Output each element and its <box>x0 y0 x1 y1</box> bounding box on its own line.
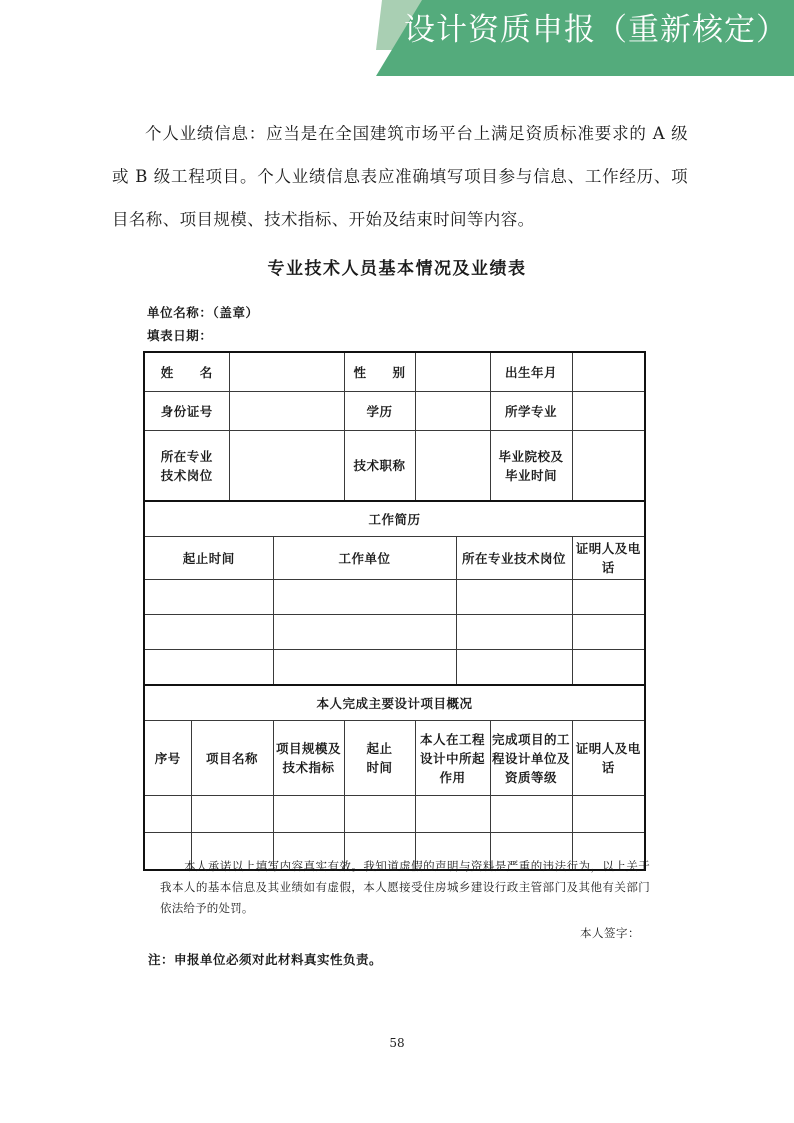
cell-label-school <box>490 431 572 502</box>
table-row <box>144 615 645 650</box>
cell-work-unit[interactable] <box>273 650 456 686</box>
table-row <box>144 796 645 833</box>
cell-work-position[interactable] <box>456 580 572 615</box>
cell-value-education[interactable] <box>415 392 490 431</box>
cell-seq[interactable] <box>144 796 191 833</box>
header-title: 设计资质申报（重新核定） <box>404 12 788 48</box>
cell-label-school-line1: 毕业院校及 <box>498 448 564 464</box>
col-header-work-period: 起止时间 <box>144 537 273 580</box>
cell-label-birthdate: 出生年月 <box>490 352 572 392</box>
note-text: 注：申报单位必须对此材料真实性负责。 <box>148 952 383 967</box>
cell-design-unit[interactable] <box>490 796 572 833</box>
signature-label: 本人签字： <box>580 926 640 940</box>
cell-project-period[interactable] <box>344 796 415 833</box>
commitment-text: 本人承诺以上填写内容真实有效。我知道虚假的声明与资料是严重的违法行为，以上关于我本人的基本信息及其业绩如有虚假，本人愿接受住房城乡建设行政主管部门及其他有关部门依法给予的处罚。 <box>160 859 650 915</box>
col-header-work-unit: 工作单位 <box>273 537 456 580</box>
cell-work-period[interactable] <box>144 615 273 650</box>
col-header-project-referee-line1: 证明人及电 <box>575 741 641 756</box>
cell-value-school[interactable] <box>572 431 645 502</box>
table-row-id <box>144 392 645 431</box>
page-header <box>0 0 794 92</box>
cell-label-school-line2: 毕业时间 <box>505 467 558 483</box>
col-header-project-role <box>415 721 490 796</box>
col-header-project-role-line1: 本人在工程 <box>420 731 486 747</box>
col-header-design-unit-line3: 资质等级 <box>505 769 558 785</box>
cell-label-name: 姓 名 <box>144 352 229 392</box>
table-row-work-history-title <box>144 501 645 537</box>
cell-label-position-line2: 技术岗位 <box>160 467 213 483</box>
cell-value-major[interactable] <box>572 392 645 431</box>
col-header-design-unit-line1: 完成项目的工 <box>492 731 571 747</box>
cell-project-name[interactable] <box>191 796 273 833</box>
col-header-design-unit-line2: 程设计单位及 <box>492 750 571 766</box>
unit-name-label: 单位名称：（盖章） <box>147 305 259 320</box>
cell-project-referee[interactable] <box>572 796 645 833</box>
cell-work-period[interactable] <box>144 580 273 615</box>
cell-project-scale[interactable] <box>273 796 344 833</box>
cell-label-position <box>144 431 229 502</box>
form-title: 专业技术人员基本情况及业绩表 <box>267 259 527 279</box>
fill-date-label: 填表日期： <box>147 328 213 343</box>
col-header-project-period-line2: 时间 <box>366 760 393 775</box>
cell-label-gender: 性 别 <box>344 352 415 392</box>
table-row <box>144 580 645 615</box>
cell-label-position-line1: 所在专业 <box>160 448 213 464</box>
col-header-project-scale-line2: 技术指标 <box>282 760 335 775</box>
col-header-work-position: 所在专业技术岗位 <box>456 537 572 580</box>
cell-work-period[interactable] <box>144 650 273 686</box>
table-row-projects-headers <box>144 721 645 796</box>
col-header-project-referee-line2: 话 <box>601 760 615 775</box>
professional-info-table <box>143 351 646 871</box>
cell-value-gender[interactable] <box>415 352 490 392</box>
section-title-work-history: 工作简历 <box>144 501 645 537</box>
cell-work-unit[interactable] <box>273 615 456 650</box>
cell-value-position[interactable] <box>229 431 344 502</box>
cell-label-title: 技术职称 <box>344 431 415 502</box>
col-header-project-period-line1: 起止 <box>366 741 393 756</box>
table-row-position <box>144 431 645 502</box>
cell-work-referee[interactable] <box>572 650 645 686</box>
cell-label-education: 学历 <box>344 392 415 431</box>
col-header-project-scale <box>273 721 344 796</box>
cell-work-referee[interactable] <box>572 615 645 650</box>
cell-label-major: 所学专业 <box>490 392 572 431</box>
cell-work-position[interactable] <box>456 650 572 686</box>
cell-project-role[interactable] <box>415 796 490 833</box>
cell-work-unit[interactable] <box>273 580 456 615</box>
cell-work-referee[interactable] <box>572 580 645 615</box>
cell-value-birthdate[interactable] <box>572 352 645 392</box>
cell-work-position[interactable] <box>456 615 572 650</box>
cell-value-title[interactable] <box>415 431 490 502</box>
col-header-design-unit <box>490 721 572 796</box>
section-title-projects: 本人完成主要设计项目概况 <box>144 685 645 721</box>
table-row-work-history-headers <box>144 537 645 580</box>
table-row <box>144 650 645 686</box>
page-number: 58 <box>389 1036 405 1050</box>
col-header-project-role-line2: 设计中所起 <box>420 750 486 766</box>
cell-label-id-number: 身份证号 <box>144 392 229 431</box>
col-header-project-referee <box>572 721 645 796</box>
col-header-project-period <box>344 721 415 796</box>
intro-paragraph: 个人业绩信息：应当是在全国建筑市场平台上满足资质标准要求的 A 级或 B 级工程项目。个人业绩信息表应准确填写项目参与信息、工作经历、项目名称、项目规模、技术指标、开始及结束时间等内容。 <box>112 124 688 229</box>
col-header-project-name: 项目名称 <box>191 721 273 796</box>
col-header-seq: 序号 <box>144 721 191 796</box>
table-row-projects-title <box>144 685 645 721</box>
col-header-work-referee: 证明人及电话 <box>572 537 645 580</box>
col-header-project-role-line3: 作用 <box>439 769 466 785</box>
col-header-project-scale-line1: 项目规模及 <box>276 741 342 756</box>
cell-value-id-number[interactable] <box>229 392 344 431</box>
table-row-name <box>144 352 645 392</box>
cell-value-name[interactable] <box>229 352 344 392</box>
